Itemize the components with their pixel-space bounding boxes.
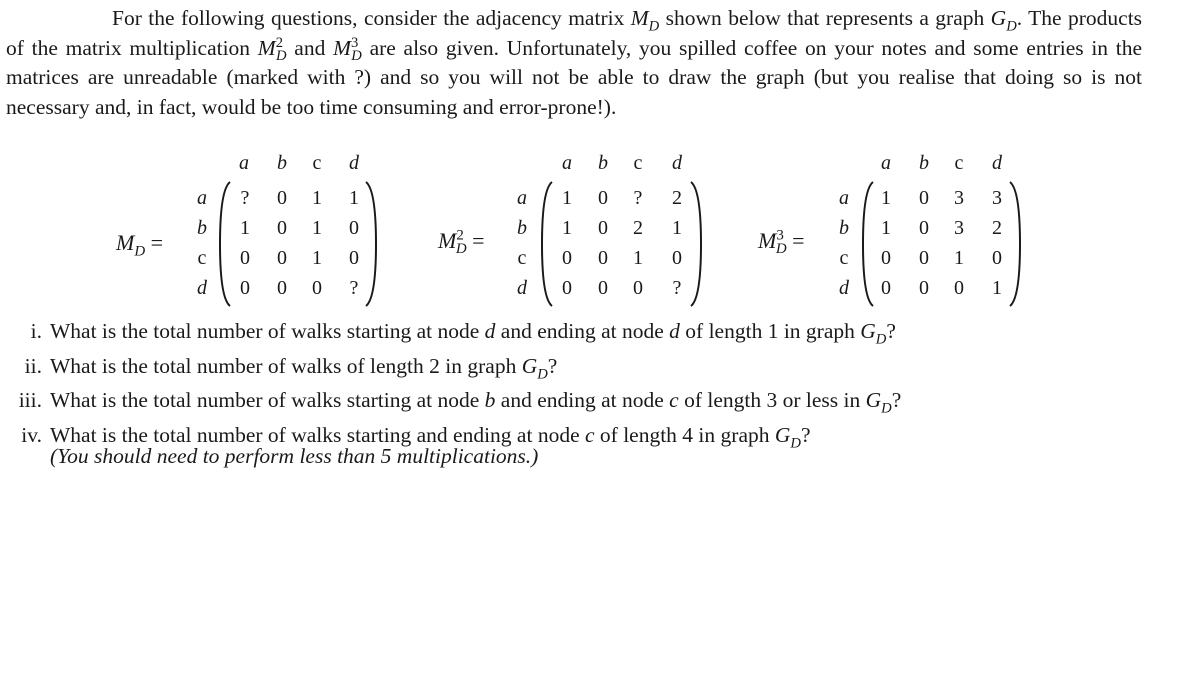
col-head-c: c xyxy=(633,152,643,174)
question-text: What is the total number of walks of length 2 in graph $G_D$? xyxy=(50,353,558,382)
cell-c-d: 0 xyxy=(672,247,682,269)
cell-a-a: 1 xyxy=(881,187,891,209)
cell-d-b: 0 xyxy=(919,277,929,299)
question-item xyxy=(0,349,1140,384)
cell-c-c: 1 xyxy=(633,247,643,269)
intro-text-1: For the following questions, consider the adjacency matrix xyxy=(112,6,625,30)
cell-d-c: 0 xyxy=(954,277,964,299)
cell-a-d: 1 xyxy=(349,187,359,209)
col-head-c: c xyxy=(954,152,964,174)
matrix-md3 xyxy=(0,150,1040,300)
intro-text-3: The products of the matrix multiplication xyxy=(6,6,1143,60)
question-item xyxy=(0,383,1140,418)
row-head-b: b xyxy=(197,217,207,239)
cell-a-a: ? xyxy=(240,187,250,209)
col-head-a: a xyxy=(881,152,891,174)
cell-b-d: 2 xyxy=(992,217,1002,239)
cell-c-c: 1 xyxy=(312,247,322,269)
cell-d-a: 0 xyxy=(562,277,572,299)
row-head-b: b xyxy=(839,217,849,239)
hint-note: (You should need to perform less than 5 multiplications.) xyxy=(50,444,539,468)
row-head-c: c xyxy=(517,247,527,269)
cell-b-b: 0 xyxy=(277,217,287,239)
intro-text-2: shown below that represents a graph xyxy=(665,6,985,30)
cell-d-b: 0 xyxy=(277,277,287,299)
question-number: ii. xyxy=(24,353,42,378)
cell-c-b: 0 xyxy=(598,247,608,269)
col-head-d: d xyxy=(672,152,682,174)
cell-b-a: 1 xyxy=(881,217,891,239)
cell-d-d: 1 xyxy=(992,277,1002,299)
cell-d-a: 0 xyxy=(240,277,250,299)
cell-a-d: 3 xyxy=(992,187,1002,209)
row-head-d: d xyxy=(197,277,207,299)
question-text: What is the total number of walks starting and ending at node c of length 4 in graph $G_D$? xyxy=(50,422,811,451)
question-text: What is the total number of walks starting at node b and ending at node c of length 3 or less in $G_D$? xyxy=(50,388,902,417)
row-head-c: c xyxy=(839,247,849,269)
cell-b-c: 2 xyxy=(633,217,643,239)
cell-b-b: 0 xyxy=(919,217,929,239)
cell-a-b: 0 xyxy=(277,187,287,209)
cell-d-c: 0 xyxy=(633,277,643,299)
intro-text-4: and xyxy=(294,35,326,60)
cell-a-d: 2 xyxy=(672,187,682,209)
question-number: iv. xyxy=(21,422,42,447)
cell-c-c: 1 xyxy=(954,247,964,269)
col-head-b: b xyxy=(598,152,608,174)
cell-b-d: 0 xyxy=(349,217,359,239)
question-text: What is the total number of walks starting at node d and ending at node d of length 1 in graph $G_D$? xyxy=(50,319,896,348)
cell-c-b: 0 xyxy=(919,247,929,269)
left-paren xyxy=(861,180,875,308)
cell-c-a: 0 xyxy=(881,247,891,269)
cell-a-a: 1 xyxy=(562,187,572,209)
cell-b-d: 1 xyxy=(672,217,682,239)
question-list xyxy=(0,314,1140,452)
cell-c-a: 0 xyxy=(240,247,250,269)
cell-b-a: 1 xyxy=(240,217,250,239)
cell-a-b: 0 xyxy=(598,187,608,209)
cell-d-d: ? xyxy=(672,277,682,299)
row-head-a: a xyxy=(197,187,207,209)
col-head-c: c xyxy=(312,152,322,174)
col-head-b: b xyxy=(277,152,287,174)
cell-a-c: 1 xyxy=(312,187,322,209)
cell-c-b: 0 xyxy=(277,247,287,269)
cell-c-d: 0 xyxy=(349,247,359,269)
row-head-d: d xyxy=(839,277,849,299)
cell-a-b: 0 xyxy=(919,187,929,209)
matrix-md3-label: $M^3_D$ = xyxy=(758,227,805,258)
row-head-b: b xyxy=(517,217,527,239)
cell-b-b: 0 xyxy=(598,217,608,239)
intro-paragraph: For the following questions, consider the adjacency matrix $M_D$ shown below that represents a graph $G_D$. The products of the matrix multiplication $M^2_D$ and $M^3_D$ are also given. Unfortunately, you spilled coffee on your notes and some entries in the matrices are unreadable (marked with ?) and so you will not be able to draw the graph (but you realise that doing so is not necessary and, in fact, would be too time consuming and error-prone!). xyxy=(6,6,1143,119)
cell-b-c: 1 xyxy=(312,217,322,239)
cell-a-c: 3 xyxy=(954,187,964,209)
right-paren xyxy=(1008,180,1022,308)
cell-d-a: 0 xyxy=(881,277,891,299)
col-head-d: d xyxy=(992,152,1002,174)
row-head-d: d xyxy=(517,277,527,299)
cell-d-d: ? xyxy=(349,277,359,299)
col-head-a: a xyxy=(239,152,249,174)
col-head-d: d xyxy=(349,152,359,174)
row-head-c: c xyxy=(197,247,207,269)
cell-c-d: 0 xyxy=(992,247,1002,269)
cell-c-a: 0 xyxy=(562,247,572,269)
cell-b-a: 1 xyxy=(562,217,572,239)
question-item xyxy=(0,314,1140,349)
cell-a-c: ? xyxy=(633,187,643,209)
question-number: i. xyxy=(30,319,42,343)
intro-text-5: are also given. Unfortunately, you spilled coffee on your notes and some entries in the matrices are unreadable (marked with ?) and so you will not be able to draw the graph (but you realise that doing so is not necessary and, in fact, would be too time consuming and error-prone!). xyxy=(6,35,1143,119)
matrix-md-label: $M_D$ = xyxy=(116,230,164,260)
row-head-a: a xyxy=(839,187,849,209)
cell-b-c: 3 xyxy=(954,217,964,239)
col-head-a: a xyxy=(562,152,572,174)
matrix-md2-label: $M^2_D$ = xyxy=(438,227,485,258)
question-number: iii. xyxy=(18,388,42,412)
col-head-b: b xyxy=(919,152,929,174)
row-head-a: a xyxy=(517,187,527,209)
cell-d-b: 0 xyxy=(598,277,608,299)
cell-d-c: 0 xyxy=(312,277,322,299)
